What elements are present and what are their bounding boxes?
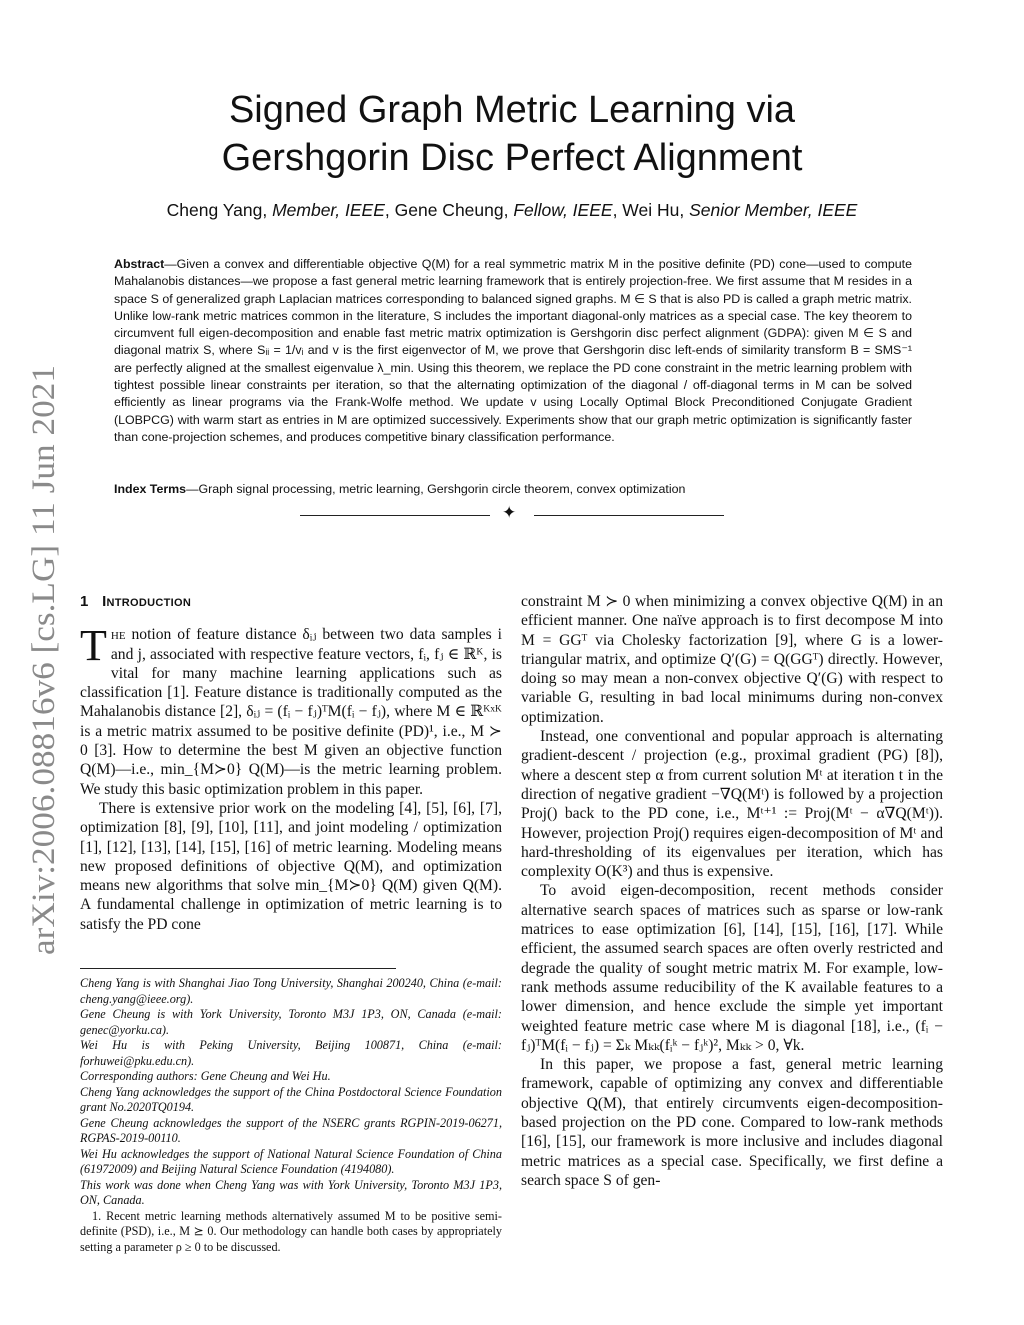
intro-paragraph-1 bbox=[80, 621, 502, 799]
abstract-label: Abstract bbox=[114, 257, 165, 271]
intro-paragraph-1-text: notion of feature distance δᵢⱼ between two data samples i and j, associated with respective feature vectors, fᵢ, fⱼ ∈ ℝᴷ, is vital for many machine learning applications such as classification [1]. Feature distance is traditionally computed as the Mahalanobis distance [2], δᵢⱼ = (fᵢ − fⱼ)ᵀM(fᵢ − fⱼ), where M ∈ ℝᴷˣᴷ is a metric matrix assumed to be positive definite (PD)¹, i.e., M ≻ 0 [3]. How to determine the best M given an objective function Q(M)—i.e., min_{M≻0} Q(M)—is the metric learning problem. We study this basic optimization problem in this paper. bbox=[80, 626, 502, 798]
footnote-corresponding: Corresponding authors: Gene Cheung and Wei Hu. bbox=[80, 1069, 331, 1083]
section-number: 1 bbox=[80, 593, 89, 610]
intro-paragraph-2: There is extensive prior work on the modeling [4], [5], [6], [7], optimization [8], [9], [10], [11], and joint modeling / optimization [1], [12], [13], [14], [15], [16] of metric learning. Modeling means new proposed definitions of objective Q(M), and optimization means new algorithms that solve min_{M≻0} Q(M) given Q(M). A fundamental challenge in optimization of metric learning is to satisfy the PD cone bbox=[80, 799, 502, 933]
footnotes bbox=[80, 968, 502, 1255]
right-paragraph-1: constraint M ≻ 0 when minimizing a convex objective Q(M) in an efficient manner. One naïve approach is to first decompose M into M = GGᵀ via Cholesky factorization [9], where G is a lower-triangular matrix, and optimize Q′(G) = Q(GGᵀ) directly. However, doing so may mean a non-convex objective Q′(G) with respect to variable G, resulting in bad local minimums during non-convex optimization. bbox=[521, 593, 943, 726]
author-1-role: Member, IEEE bbox=[272, 200, 385, 220]
footnote-affiliation-2: Gene Cheung is with York University, Toronto M3J 1P3, ON, Canada (e-mail: genec@yorku.ca). bbox=[80, 1007, 502, 1037]
footnote-funding-1: Cheng Yang acknowledges the support of the China Postdoctoral Science Foundation grant No.2020TQ0194. bbox=[80, 1084, 502, 1114]
index-terms-text: —Graph signal processing, metric learning, Gershgorin circle theorem, convex optimization bbox=[186, 482, 686, 496]
title-line-1: Signed Graph Metric Learning via bbox=[228, 89, 796, 131]
footnote-funding-2: Gene Cheung acknowledges the support of the NSERC grants RGPIN-2019-06271, RGPAS-2019-00110. bbox=[80, 1115, 502, 1145]
author-2: , Gene Cheung, bbox=[384, 200, 509, 220]
right-column bbox=[521, 592, 943, 1190]
author-3-role: Senior Member, IEEE bbox=[689, 200, 858, 220]
author-1: Cheng Yang, bbox=[166, 200, 268, 220]
footnote-rule bbox=[80, 968, 396, 969]
intro-smallcaps: he bbox=[110, 626, 126, 644]
right-paragraph-3: To avoid eigen-decomposition, recent methods consider alternative search spaces of matrices such as sparse or low-rank matrices to ease optimization [6], [14], [15], [16], [17]. While efficient, the assumed search spaces are often overly restricted and degrade the quality of sought metric matrix M. For example, low-rank methods assume reducibility of the K available features to a lower dimension, and hence exclude the simple yet important weighted feature metric case where M is diagonal [18], i.e., (fᵢ − fⱼ)ᵀM(fᵢ − fⱼ) = Σₖ Mₖₖ(fᵢᵏ − fⱼᵏ)², Mₖₖ > 0, ∀k. bbox=[521, 882, 943, 1054]
index-terms bbox=[114, 482, 912, 496]
abstract-text: —Given a convex and differentiable objective Q(M) for a real symmetric matrix M in the positive definite (PD) cone—used to compute Mahalanobis distances—we propose a fast general metric learning framework that is entirely projection-free. We first assume that M resides in a space S of generalized graph Laplacian matrices corresponding to balanced signed graphs. M ∈ S that is also PD is called a graph metric matrix. Unlike low-rank metric matrices common in the literature, S includes the important diagonal-only matrices as a special case. The key theorem to circumvent full eigen-decomposition and enable fast metric matrix optimization is Gershgorin disc perfect alignment (GDPA): given M ∈ S and diagonal matrix S, where Sᵢᵢ = 1/vᵢ and v is the first eigenvector of M, we prove that Gershgorin disc left-ends of similarity transform B = SMS⁻¹ are perfectly aligned at the smallest eigenvalue λ_min. Using this theorem, we replace the PD cone constraint in the metric learning problem with tightest possible linear constraints per iteration, so that the alternating optimization of the diagonal / off-diagonal terms in M can be solved efficiently as linear programs via the Frank-Wolfe method. We update v using Locally Optimal Block Preconditioned Conjugate Gradient (LOBPCG) with warm start as entries in M are optimized successively. Experiments show that our graph metric optimization is significantly faster than cone-projection schemes, and produces competitive binary classification performance. bbox=[114, 257, 912, 444]
title-line-2: Gershgorin Disc Perfect Alignment bbox=[221, 137, 803, 179]
section-title: Introduction bbox=[102, 593, 192, 610]
author-3: , Wei Hu, bbox=[612, 200, 685, 220]
drop-cap: T bbox=[80, 621, 107, 671]
index-terms-label: Index Terms bbox=[114, 482, 187, 496]
left-column bbox=[80, 592, 502, 934]
abstract bbox=[114, 256, 912, 446]
right-paragraph-4: In this paper, we propose a fast, general metric learning framework, capable of optimizing any convex and differentiable objective Q(M), that entirely circumvents eigen-decomposition-based projection on the PD cone. Compared to low-rank methods [16], [15], our framework is more inclusive and includes diagonal metric matrices as a special case. Specifically, we first define a search space S of gen- bbox=[521, 1056, 943, 1189]
author-list bbox=[112, 200, 912, 221]
divider-star-icon: ✦ bbox=[502, 503, 517, 523]
arxiv-side-label bbox=[12, 365, 72, 955]
section-divider bbox=[300, 505, 724, 525]
footnote-affiliation-1: Cheng Yang is with Shanghai Jiao Tong University, Shanghai 200240, China (e-mail: cheng.yang@ieee.org). bbox=[80, 976, 502, 1006]
footnote-affiliation-3: Wei Hu is with Peking University, Beijing 100871, China (e-mail: forhuwei@pku.edu.cn). bbox=[80, 1038, 502, 1068]
footnote-funding-3: Wei Hu acknowledges the support of National Natural Science Foundation of China (61972009) and Beijing Natural Science Foundation (4194080). bbox=[80, 1146, 502, 1176]
paper-title bbox=[112, 86, 912, 182]
author-2-role: Fellow, IEEE bbox=[513, 200, 613, 220]
footnote-1: 1. Recent metric learning methods alternatively assumed M to be positive semi-definite (PSD), i.e., M ⪰ 0. Our methodology can handle both cases by appropriately setting a parameter ρ ≥ 0 to be discussed. bbox=[80, 1208, 502, 1254]
arxiv-identifier: arXiv:2006.08816v6 [cs.LG] 11 Jun 2021 bbox=[26, 402, 62, 955]
right-paragraph-2: Instead, one conventional and popular approach is alternating gradient-descent / projection (e.g., proximal gradient (PG) [8]), where a descent step α from current solution Mᵗ at iteration t in the direction of negative gradient −∇Q(Mᵗ) is followed by a projection Proj() back to the PD cone, i.e., Mᵗ⁺¹ := Proj(Mᵗ − α∇Q(Mᵗ)). However, projection Proj() requires eigen-decomposition of Mᵗ and hard-thresholding of its eigenvalues per iteration, which has complexity O(K³) and thus is expensive. bbox=[521, 728, 943, 881]
footnote-work-done: This work was done when Cheng Yang was with York University, Toronto M3J 1P3, ON, Canada. bbox=[80, 1177, 502, 1207]
section-heading bbox=[80, 592, 502, 611]
